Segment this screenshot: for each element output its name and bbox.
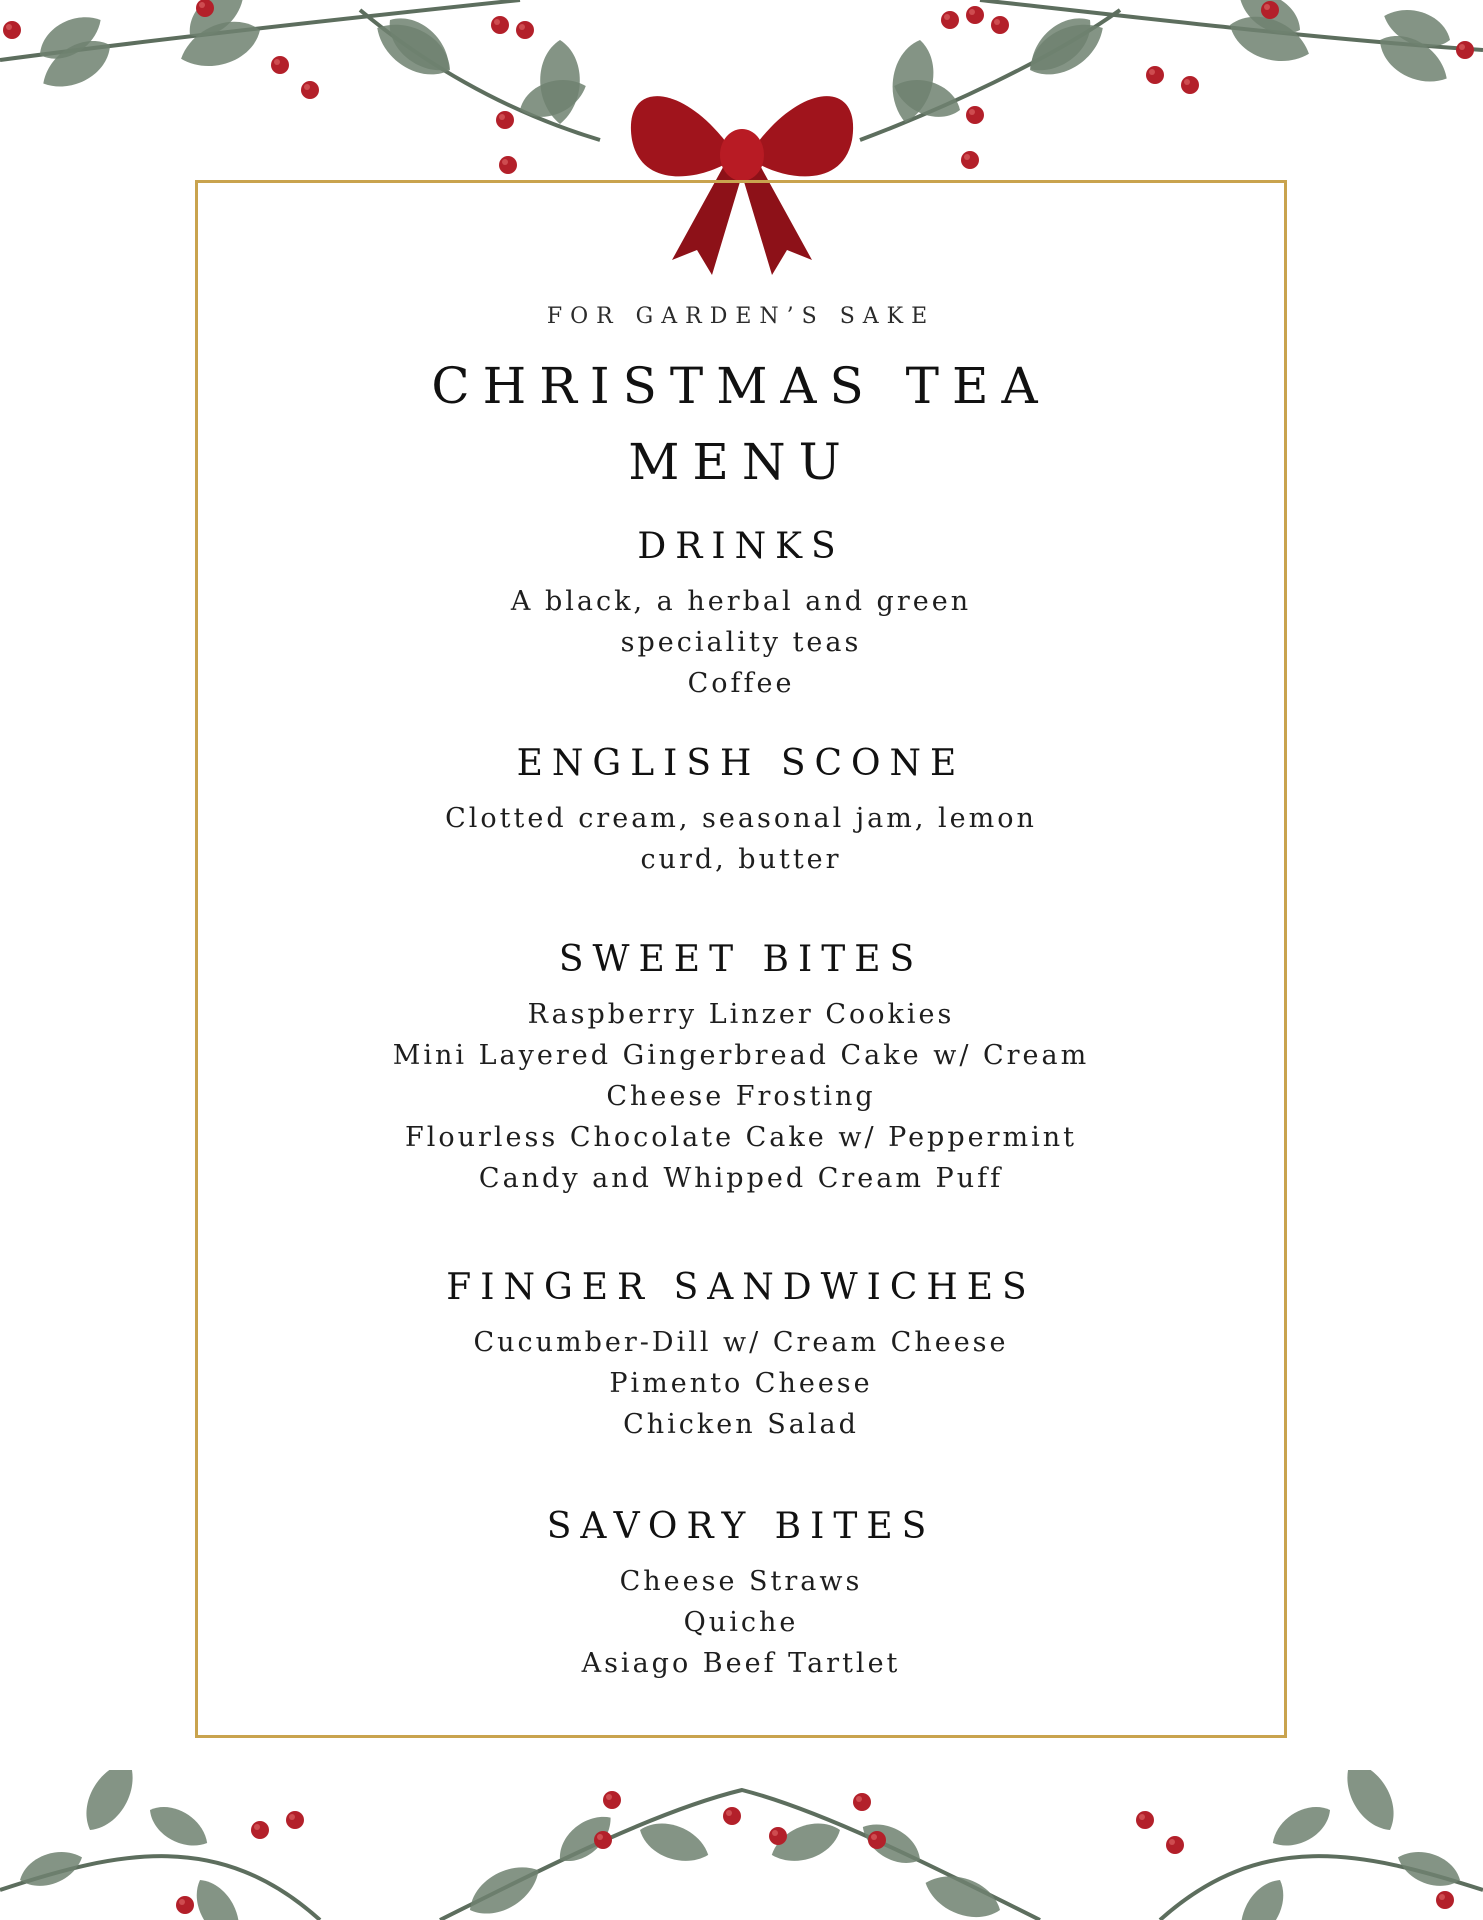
section-english-scone xyxy=(195,742,1287,880)
section-items xyxy=(195,994,1287,1199)
menu-item: Clotted cream, seasonal jam, lemon xyxy=(445,803,1037,834)
menu-item: Cheese Straws xyxy=(619,1566,863,1597)
section-items xyxy=(195,1322,1287,1445)
holly-branch-icon xyxy=(0,0,600,174)
section-heading: FINGER SANDWICHES xyxy=(446,1267,1036,1308)
section-heading: SWEET BITES xyxy=(558,939,924,980)
menu-item: Flourless Chocolate Cake w/ Peppermint xyxy=(405,1122,1077,1153)
menu-content xyxy=(195,180,1287,1738)
section-items xyxy=(195,581,1287,704)
holly-branch-icon xyxy=(1136,1770,1483,1920)
title-line-2: MENU xyxy=(628,433,854,491)
menu-item: Chicken Salad xyxy=(623,1409,859,1440)
title-line-1: CHRISTMAS TEA xyxy=(431,357,1051,415)
menu-item: curd, butter xyxy=(640,844,842,875)
menu-item: Coffee xyxy=(687,668,795,699)
section-items xyxy=(195,1561,1287,1684)
menu-item: A black, a herbal and green xyxy=(510,586,972,617)
section-drinks xyxy=(195,525,1287,704)
menu-item: Pimento Cheese xyxy=(609,1368,873,1399)
section-savory-bites xyxy=(195,1505,1287,1684)
menu-item: Cucumber-Dill w/ Cream Cheese xyxy=(473,1327,1009,1358)
menu-item: Raspberry Linzer Cookies xyxy=(527,999,955,1030)
section-sweet-bites xyxy=(195,938,1287,1199)
menu-item: Mini Layered Gingerbread Cake w/ Cream xyxy=(392,1040,1090,1071)
holly-branch-icon xyxy=(860,0,1483,169)
holly-branch-icon xyxy=(0,1770,320,1920)
section-heading: DRINKS xyxy=(637,526,845,567)
section-finger-sandwiches xyxy=(195,1266,1287,1445)
section-heading: ENGLISH SCONE xyxy=(516,743,966,784)
holly-branch-icon xyxy=(440,1790,1040,1920)
section-heading: SAVORY BITES xyxy=(546,1506,936,1547)
menu-item: Cheese Frosting xyxy=(606,1081,876,1112)
menu-item: Asiago Beef Tartlet xyxy=(581,1648,901,1679)
menu-item: Quiche xyxy=(683,1607,799,1638)
menu-item: speciality teas xyxy=(620,627,862,658)
bottom-holly-garland xyxy=(0,1770,1483,1920)
menu-title xyxy=(195,348,1287,500)
section-items xyxy=(195,798,1287,880)
brand-eyebrow: FOR GARDEN’S SAKE xyxy=(546,304,936,329)
menu-item: Candy and Whipped Cream Puff xyxy=(478,1163,1004,1194)
